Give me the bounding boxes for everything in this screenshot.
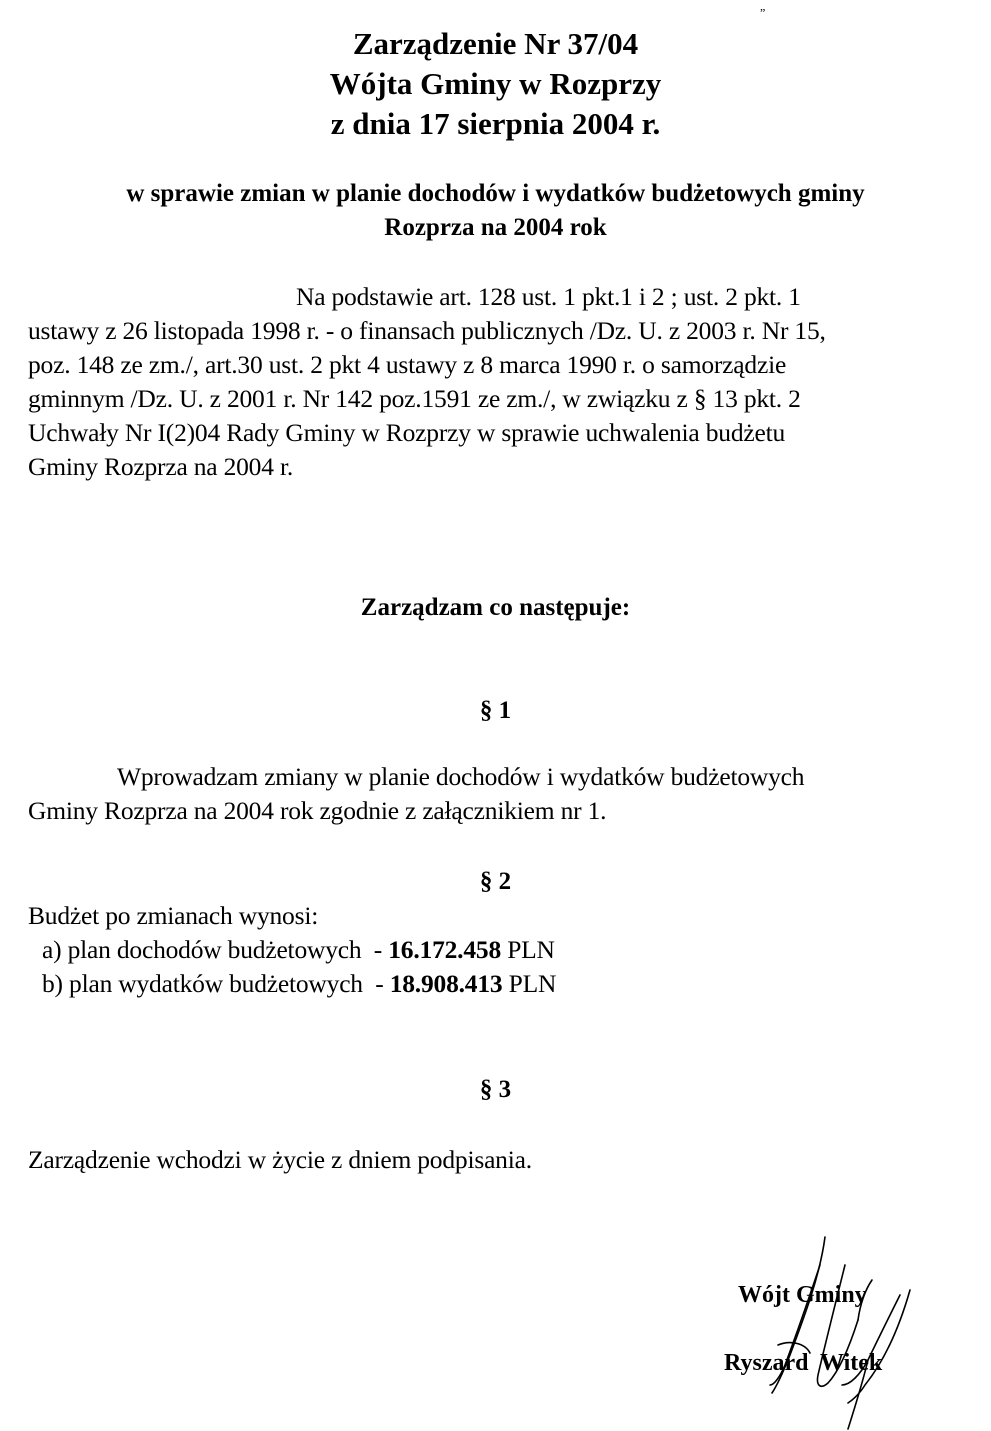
issuer-line: Wójta Gminy w Rozprzy	[329, 66, 662, 101]
budget-item-unit: PLN	[501, 935, 555, 964]
basis-line: Na podstawie art. 128 ust. 1 pkt.1 i 2 ; ust. 2 pkt. 1	[296, 282, 801, 311]
budget-item-amount: 18.908.413	[389, 969, 503, 998]
basis-line: ustawy z 26 listopada 1998 r. - o finansach publicznych /Dz. U. z 2003 r. Nr 15,	[28, 316, 826, 345]
basis-line: Uchwały Nr I(2)04 Rady Gminy w Rozprzy w sprawie uchwalenia budżetu	[28, 418, 786, 447]
basis-line: Gminy Rozprza na 2004 r.	[28, 452, 294, 481]
budget-item-revenue	[42, 937, 555, 963]
budget-intro: Budżet po zmianach wynosi:	[28, 901, 319, 930]
effective-date-text: Zarządzenie wchodzi w życie z dniem podpisania.	[28, 1145, 532, 1174]
section-1-line: Wprowadzam zmiany w planie dochodów i wydatków budżetowych	[117, 762, 805, 791]
section-1-line: Gminy Rozprza na 2004 rok zgodnie z załącznikiem nr 1.	[28, 796, 607, 825]
corner-mark: „	[760, 0, 766, 13]
order-heading: Zarządzam co następuje:	[360, 594, 631, 621]
budget-item-label: b) plan wydatków budżetowych -	[42, 969, 390, 998]
signatory-title: Wójt Gminy	[738, 1282, 867, 1308]
section-1-heading: § 1	[479, 697, 512, 724]
subject-line-1: w sprawie zmian w planie dochodów i wydatków budżetowych gminy	[126, 180, 865, 207]
section-3-heading: § 3	[479, 1076, 512, 1103]
basis-line: gminnym /Dz. U. z 2001 r. Nr 142 poz.1591 ze zm./, w związku z § 13 pkt. 2	[28, 384, 801, 413]
handwritten-signature	[750, 1235, 930, 1431]
document-title: Zarządzenie Nr 37/04	[352, 26, 639, 61]
date-line: z dnia 17 sierpnia 2004 r.	[330, 106, 661, 141]
budget-item-label: a) plan dochodów budżetowych -	[42, 935, 389, 964]
basis-line: poz. 148 ze zm./, art.30 ust. 2 pkt 4 ustawy z 8 marca 1990 r. o samorządzie	[28, 350, 787, 379]
budget-item-expenses	[42, 971, 556, 997]
budget-item-amount: 16.172.458	[388, 935, 502, 964]
budget-item-unit: PLN	[502, 969, 557, 998]
subject-line-2: Rozprza na 2004 rok	[384, 214, 607, 241]
section-2-heading: § 2	[479, 868, 512, 895]
signatory-name: Ryszard Witek	[724, 1350, 883, 1376]
